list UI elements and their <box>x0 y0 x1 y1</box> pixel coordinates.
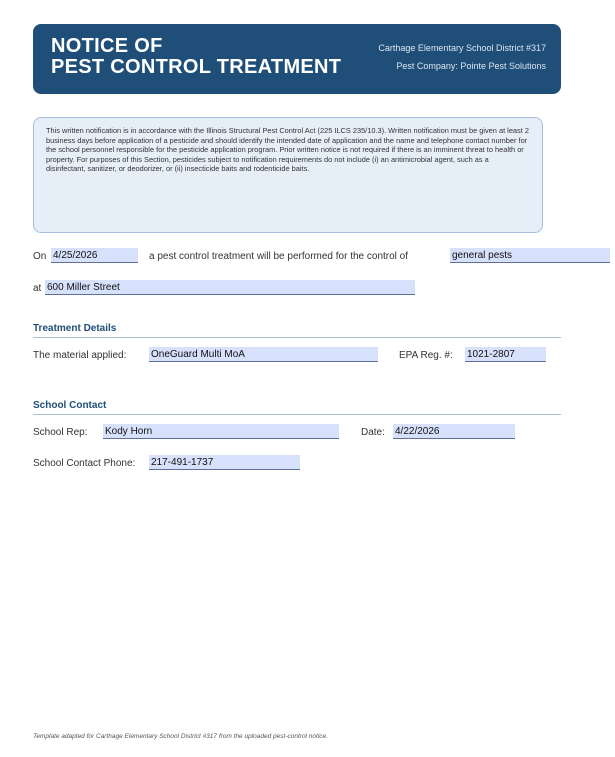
location-field[interactable]: 600 Miller Street <box>45 280 415 295</box>
section-divider <box>33 414 561 415</box>
on-label: On <box>33 251 47 262</box>
epa-number-field[interactable]: 1021-2807 <box>465 347 546 362</box>
school-rep-field[interactable]: Kody Horn <box>103 424 339 439</box>
contact-date-field[interactable]: 4/22/2026 <box>393 424 515 439</box>
contact-date-label: Date: <box>361 427 385 438</box>
legal-notice-box <box>33 117 543 233</box>
treatment-sentence: a pest control treatment will be performed for the control of <box>149 251 409 262</box>
at-label: at <box>33 283 42 294</box>
phone-field[interactable]: 217-491-1737 <box>149 455 300 470</box>
material-label: The material applied: <box>33 350 127 361</box>
section-divider <box>33 337 561 338</box>
treatment-details-heading: Treatment Details <box>33 323 117 334</box>
material-field[interactable]: OneGuard Multi MoA <box>149 347 378 362</box>
pest-company: Pest Company: Pointe Pest Solutions <box>396 61 546 71</box>
school-rep-label: School Rep: <box>33 427 88 438</box>
treatment-date-field[interactable]: 4/25/2026 <box>51 248 138 263</box>
footer-note: Template adapted for Carthage Elementary School District #317 from the uploaded pest-control notice. <box>33 733 328 740</box>
header-banner <box>33 24 561 94</box>
epa-label: EPA Reg. #: <box>399 350 453 361</box>
phone-label: School Contact Phone: <box>33 458 136 469</box>
page-title-line2: PEST CONTROL TREATMENT <box>51 56 342 78</box>
legal-notice-text: This written notification is in accordance with the Illinois Structural Pest Control Act (225 ILCS 235/10.3). Written notification must be given at least 2 business days before application of a pesticide and should identify the intended date of application and the name and telephone contact number for the school personnel responsible for the pesticide application program. Prior written notice is not required if there is an imminent threat to health or property. For purposes of this Section, pesticides subject to notification requirements do not include (i) an antimicrobial agent, such as a disinfectant, sanitizer, or deodorizer, or (ii) insecticide baits and rodenticide baits. <box>46 126 529 174</box>
pest-target-field[interactable]: general pests <box>450 248 610 263</box>
school-contact-heading: School Contact <box>33 400 107 411</box>
district-name: Carthage Elementary School District #317 <box>378 43 546 53</box>
page-title-line1: NOTICE OF <box>51 35 163 57</box>
